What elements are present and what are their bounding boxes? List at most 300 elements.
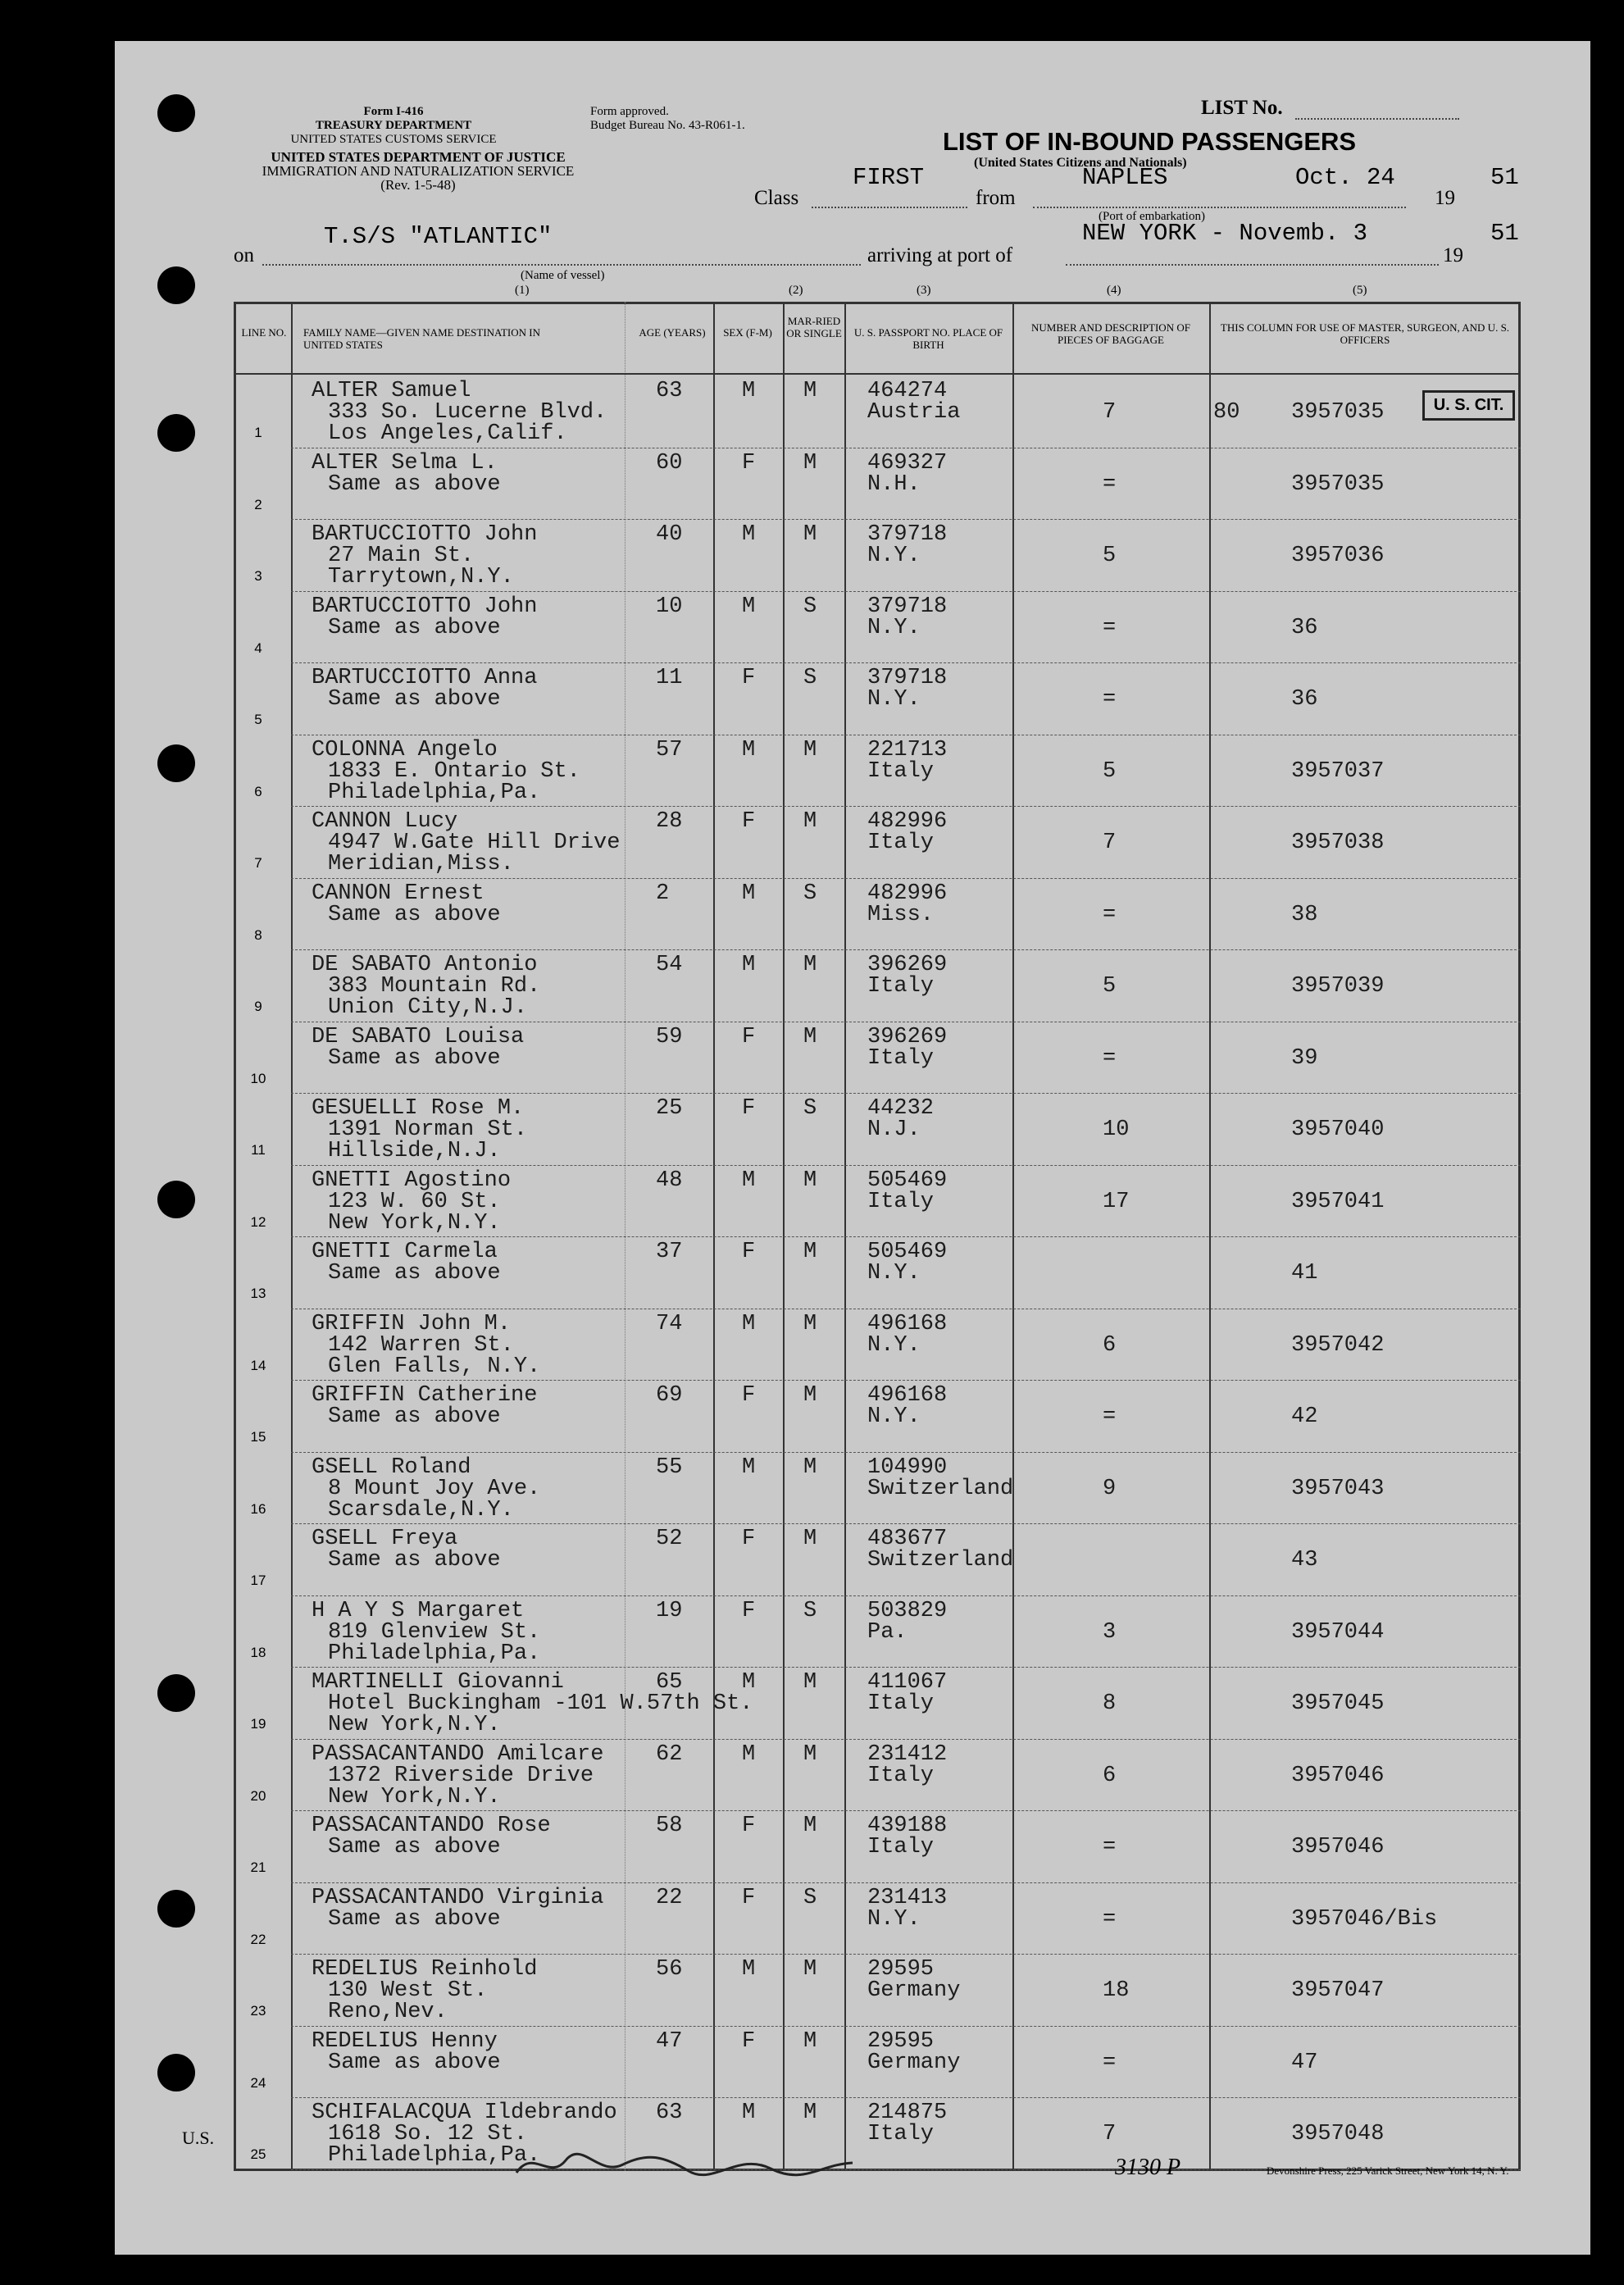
sex-value: M	[742, 953, 756, 977]
passport-number: 505469	[867, 1168, 948, 1193]
sex-value: M	[742, 2101, 756, 2125]
place-of-birth: N.Y.	[867, 1906, 921, 1932]
address-line-1: 1618 So. 12 St.	[328, 2122, 528, 2146]
baggage-count: =	[1103, 902, 1117, 927]
age-value: 74	[656, 1311, 683, 1336]
marital-status: M	[803, 450, 817, 476]
baggage-count: 7	[1103, 400, 1117, 425]
list-no-label: LIST No.	[1201, 97, 1283, 119]
address-line-1: Same as above	[328, 2050, 501, 2075]
address-line-1: 1833 E. Ontario St.	[328, 758, 580, 784]
embark-year: 51	[1490, 164, 1519, 191]
sex-value: F	[742, 1096, 756, 1121]
baggage-count: =	[1103, 2050, 1117, 2075]
row-rule	[291, 949, 1521, 950]
port-embark-caption: (Port of embarkation)	[1099, 210, 1205, 223]
baggage-count: 5	[1103, 544, 1117, 568]
col-num-5: (5)	[1353, 284, 1367, 297]
officer-number: 36	[1291, 615, 1318, 640]
place-of-birth: N.J.	[867, 1117, 921, 1142]
punch-hole	[157, 94, 195, 132]
sex-value: F	[742, 1240, 756, 1264]
place-of-birth: Italy	[867, 758, 935, 784]
line-number: 15	[250, 1429, 266, 1445]
line-number: 8	[254, 926, 262, 943]
passenger-name: H A Y S Margaret	[312, 1598, 525, 1623]
place-of-birth: Italy	[867, 831, 935, 855]
address-line-2: Philadelphia,Pa.	[328, 1641, 541, 1666]
baggage-count: 7	[1103, 2122, 1117, 2146]
col-header-baggage: NUMBER AND DESCRIPTION OF PIECES OF BAGGAGE	[1031, 321, 1190, 346]
marital-status: M	[803, 1240, 817, 1264]
line-number: 18	[250, 1644, 266, 1660]
address-line-1: 142 Warren St.	[328, 1332, 514, 1358]
punch-hole	[157, 1674, 195, 1712]
arrival-line	[1066, 264, 1439, 266]
row-rule	[291, 2097, 1521, 2098]
passenger-name: DE SABATO Antonio	[312, 953, 538, 977]
place-of-birth: N.Y.	[867, 1332, 921, 1358]
line-number: 16	[250, 1500, 266, 1517]
baggage-count: 3	[1103, 1619, 1117, 1645]
marital-status: S	[803, 666, 817, 690]
address-line-1: Same as above	[328, 902, 501, 927]
place-of-birth: N.H.	[867, 471, 921, 497]
baggage-count: =	[1103, 615, 1117, 640]
baggage-count: 7	[1103, 831, 1117, 855]
line-number: 14	[250, 1357, 266, 1373]
officer-number: 38	[1291, 902, 1318, 927]
officer-number: 3957046/Bis	[1291, 1906, 1438, 1932]
address-line-1: Same as above	[328, 687, 501, 712]
passport-number: 379718	[867, 522, 948, 547]
age-value: 28	[656, 809, 683, 834]
place-of-birth: Pa.	[867, 1619, 908, 1645]
vessel-name: T.S/S "ATLANTIC"	[324, 223, 553, 250]
passport-number: 469327	[867, 450, 948, 476]
baggage-count: 9	[1103, 1476, 1117, 1501]
baggage-count: 5	[1103, 974, 1117, 999]
marital-status: M	[803, 1741, 817, 1767]
passport-number: 503829	[867, 1598, 948, 1623]
address-line-1: Same as above	[328, 1548, 501, 1573]
line-number: 22	[250, 1931, 266, 1947]
baggage-count: 10	[1103, 1117, 1130, 1142]
place-of-birth: Germany	[867, 2050, 961, 2075]
marital-status: S	[803, 1096, 817, 1121]
age-value: 54	[656, 953, 683, 977]
marital-status: M	[803, 522, 817, 547]
officer-number: 36	[1291, 687, 1318, 712]
sex-value: M	[742, 1741, 756, 1767]
passenger-name: GSELL Freya	[312, 1527, 458, 1551]
row-rule	[291, 1810, 1521, 1811]
passenger-name: CANNON Lucy	[312, 809, 458, 834]
passport-number: 29595	[867, 1957, 935, 1982]
officer-number: 3957046	[1291, 1835, 1385, 1859]
age-value: 58	[656, 1814, 683, 1838]
passport-number: 496168	[867, 1311, 948, 1336]
arriving-label: arriving at port of	[867, 244, 1013, 266]
col-header-sex: SEX (F-M)	[723, 326, 772, 339]
row-rule	[291, 1954, 1521, 1955]
officer-number: 3957042	[1291, 1332, 1385, 1358]
age-value: 52	[656, 1527, 683, 1551]
row-rule	[291, 662, 1521, 663]
age-value: 59	[656, 1024, 683, 1049]
passport-number: 464274	[867, 379, 948, 403]
baggage-count: =	[1103, 1835, 1117, 1859]
age-value: 40	[656, 522, 683, 547]
baggage-count: 18	[1103, 1978, 1130, 2003]
age-value: 11	[656, 666, 683, 690]
sex-value: F	[742, 1024, 756, 1049]
page-subtitle: (United States Citizens and Nationals)	[974, 156, 1187, 170]
address-line-2: Philadelphia,Pa.	[328, 780, 541, 805]
marital-status: S	[803, 1885, 817, 1910]
marital-status: M	[803, 1527, 817, 1551]
line-number: 13	[250, 1286, 266, 1301]
row-rule	[291, 591, 1521, 592]
passport-number: 379718	[867, 594, 948, 619]
margin-note: U.S.	[182, 2128, 215, 2148]
class-label: Class	[754, 187, 799, 209]
sex-value: M	[742, 1311, 756, 1336]
sex-value: F	[742, 450, 756, 476]
address-line-2: Glen Falls, N.Y.	[328, 1354, 541, 1379]
age-value: 10	[656, 594, 683, 619]
officer-number: 3957038	[1291, 831, 1385, 855]
address-line-2: New York,N.Y.	[328, 1210, 501, 1236]
age-value: 63	[656, 379, 683, 403]
line-number: 6	[254, 783, 262, 799]
passenger-name: DE SABATO Louisa	[312, 1024, 525, 1049]
marital-status: M	[803, 1168, 817, 1193]
address-line-2: Scarsdale,N.Y.	[328, 1497, 514, 1523]
passport-number: 411067	[867, 1670, 948, 1695]
on-label: on	[234, 244, 254, 266]
col-header-line: LINE NO.	[241, 326, 287, 339]
place-of-birth: Italy	[867, 1691, 935, 1716]
passport-number: 396269	[867, 953, 948, 977]
marital-status: M	[803, 1670, 817, 1695]
marital-status: M	[803, 1311, 817, 1336]
line-number: 5	[254, 712, 262, 727]
row-rule	[291, 1165, 1521, 1166]
age-value: 19	[656, 1598, 683, 1623]
officer-number: 47	[1291, 2050, 1318, 2075]
punch-hole	[157, 266, 195, 304]
passenger-name: BARTUCCIOTTO John	[312, 594, 538, 619]
place-of-birth: Italy	[867, 974, 935, 999]
row-rule	[291, 878, 1521, 879]
address-line-1: Same as above	[328, 1261, 501, 1286]
col-header-name: FAMILY NAME—GIVEN NAME DESTINATION IN UNITED STATES	[303, 326, 541, 351]
age-value: 48	[656, 1168, 683, 1193]
address-line-2: New York,N.Y.	[328, 1784, 501, 1809]
passport-number: 221713	[867, 737, 948, 762]
age-value: 69	[656, 1383, 683, 1408]
handwritten-note: 3130 P	[1115, 2155, 1181, 2180]
ins-service: IMMIGRATION AND NATURALIZATION SERVICE	[262, 163, 575, 179]
col-header-age: AGE (YEARS)	[639, 326, 706, 339]
place-of-birth: N.Y.	[867, 615, 921, 640]
passenger-name: PASSACANTANDO Rose	[312, 1814, 551, 1838]
place-of-birth: Germany	[867, 1978, 961, 2003]
marital-status: M	[803, 737, 817, 762]
address-line-2: New York,N.Y.	[328, 1713, 501, 1737]
officer-number: 3957040	[1291, 1117, 1385, 1142]
class-line	[812, 207, 967, 208]
line-number: 20	[250, 1787, 266, 1804]
passenger-name: GNETTI Carmela	[312, 1240, 498, 1264]
passport-number: 104990	[867, 1454, 948, 1480]
address-line-1: 383 Mountain Rd.	[328, 974, 541, 999]
sex-value: F	[742, 666, 756, 690]
place-of-birth: N.Y.	[867, 544, 921, 568]
address-line-1: 27 Main St.	[328, 544, 475, 568]
row-rule	[291, 519, 1521, 520]
marital-status: M	[803, 1024, 817, 1049]
officer-number: 3957036	[1291, 544, 1385, 568]
address-line-1: 4947 W.Gate Hill Drive	[328, 831, 621, 855]
embark-date: Oct. 24	[1295, 164, 1395, 191]
officer-number: 3957044	[1291, 1619, 1385, 1645]
passenger-name: MARTINELLI Giovanni	[312, 1670, 564, 1695]
baggage-count: 5	[1103, 758, 1117, 784]
printer-credit: Devonshire Press, 225 Varick Street, New York 14, N. Y.	[1267, 2164, 1509, 2177]
passport-number: 231413	[867, 1885, 948, 1910]
marital-status: M	[803, 1957, 817, 1982]
baggage-count: =	[1103, 1404, 1117, 1429]
address-line-1: Same as above	[328, 1906, 501, 1932]
line-number: 21	[250, 1859, 266, 1875]
row-rule	[291, 1380, 1521, 1381]
place-of-birth: Switzerland	[867, 1548, 1014, 1573]
address-line-1: 333 So. Lucerne Blvd.	[328, 400, 607, 425]
punch-hole	[157, 744, 195, 782]
passport-number: 482996	[867, 809, 948, 834]
place-of-birth: Italy	[867, 1763, 935, 1788]
year-prefix: 19	[1443, 244, 1463, 266]
place-of-birth: Austria	[867, 400, 961, 425]
passenger-name: REDELIUS Reinhold	[312, 1957, 538, 1982]
from-label: from	[976, 187, 1016, 209]
age-value: 47	[656, 2028, 683, 2054]
passenger-name: BARTUCCIOTTO John	[312, 522, 538, 547]
revision: (Rev. 1-5-48)	[380, 177, 456, 193]
sex-value: F	[742, 1814, 756, 1838]
baggage-note: 80	[1213, 400, 1240, 425]
passenger-name: PASSACANTANDO Amilcare	[312, 1741, 604, 1767]
line-number: 7	[254, 855, 262, 871]
vessel-col-num: (1)	[515, 284, 530, 297]
col-header-married: MAR-RIED OR SINGLE	[786, 315, 842, 339]
officer-number: 42	[1291, 1404, 1318, 1429]
punch-hole	[157, 2054, 195, 2092]
passenger-name: GRIFFIN Catherine	[312, 1383, 538, 1408]
place-of-birth: N.Y.	[867, 687, 921, 712]
row-rule	[291, 1452, 1521, 1453]
passenger-name: GSELL Roland	[312, 1454, 471, 1480]
header-rule	[234, 373, 1521, 375]
baggage-count: 6	[1103, 1763, 1117, 1788]
address-line-1: 1391 Norman St.	[328, 1117, 528, 1142]
vessel-line	[262, 264, 861, 266]
col-num-4: (4)	[1107, 284, 1121, 297]
passport-number: 44232	[867, 1096, 935, 1121]
officer-number: 3957043	[1291, 1476, 1385, 1501]
marital-status: M	[803, 1814, 817, 1838]
place-of-birth: Miss.	[867, 902, 935, 927]
form-number: Form I-416	[363, 105, 424, 118]
address-line-1: Same as above	[328, 615, 501, 640]
address-line-2: Union City,N.J.	[328, 995, 528, 1020]
line-number: 2	[254, 496, 262, 512]
officer-number: 3957046	[1291, 1763, 1385, 1788]
row-rule	[291, 1595, 1521, 1596]
officer-number: 3957041	[1291, 1189, 1385, 1214]
passenger-name: GNETTI Agostino	[312, 1168, 512, 1193]
row-rule	[291, 1523, 1521, 1524]
class-value: FIRST	[853, 164, 925, 191]
passenger-name: BARTUCCIOTTO Anna	[312, 666, 538, 690]
baggage-count: 8	[1103, 1691, 1117, 1716]
treasury-dept: TREASURY DEPARTMENT	[315, 119, 472, 132]
sex-value: M	[742, 1454, 756, 1480]
passenger-name: CANNON Ernest	[312, 881, 484, 906]
sex-value: F	[742, 1527, 756, 1551]
line-number: 25	[250, 2146, 266, 2162]
line-number: 12	[250, 1213, 266, 1230]
age-value: 56	[656, 1957, 683, 1982]
address-line-2: Reno,Nev.	[328, 2000, 448, 2024]
address-line-1: 8 Mount Joy Ave.	[328, 1476, 541, 1501]
passport-number: 379718	[867, 666, 948, 690]
age-value: 37	[656, 1240, 683, 1264]
passport-number: 214875	[867, 2101, 948, 2125]
line-number: 11	[251, 1142, 266, 1158]
baggage-count: =	[1103, 471, 1117, 497]
sex-value: M	[742, 379, 756, 403]
approval-block	[590, 105, 836, 133]
punch-hole	[157, 1890, 195, 1928]
age-value: 65	[656, 1670, 683, 1695]
form-approved: Form approved.	[590, 105, 669, 118]
address-line-1: Same as above	[328, 1404, 501, 1429]
passport-number: 496168	[867, 1383, 948, 1408]
marital-status: S	[803, 594, 817, 619]
sex-value: M	[742, 1168, 756, 1193]
punch-hole	[157, 414, 195, 452]
line-number: 17	[250, 1573, 266, 1588]
from-line	[1033, 207, 1406, 208]
line-number: 10	[250, 1070, 266, 1086]
page-title: LIST OF IN-BOUND PASSENGERS	[943, 127, 1357, 156]
passenger-name: GESUELLI Rose M.	[312, 1096, 525, 1121]
vessel-caption: (Name of vessel)	[521, 269, 605, 282]
row-rule	[291, 1882, 1521, 1883]
place-of-birth: Switzerland	[867, 1476, 1014, 1501]
sex-value: M	[742, 737, 756, 762]
passport-number: 396269	[867, 1024, 948, 1049]
age-value: 2	[656, 881, 670, 906]
marital-status: M	[803, 809, 817, 834]
place-of-birth: Italy	[867, 2122, 935, 2146]
age-value: 22	[656, 1885, 683, 1910]
address-line-1: 819 Glenview St.	[328, 1619, 541, 1645]
place-of-birth: Italy	[867, 1189, 935, 1214]
age-value: 55	[656, 1454, 683, 1480]
sex-value: M	[742, 522, 756, 547]
address-line-1: 130 West St.	[328, 1978, 488, 2003]
passenger-name: SCHIFALACQUA Ildebrando	[312, 2101, 617, 2125]
from-value: NAPLES	[1082, 164, 1168, 191]
passenger-name: PASSACANTANDO Virginia	[312, 1885, 604, 1910]
line-number: 9	[254, 999, 262, 1014]
sex-value: F	[742, 809, 756, 834]
line-number: 19	[250, 1716, 266, 1732]
col-num-3: (3)	[917, 284, 931, 297]
officer-number: 3957037	[1291, 758, 1385, 784]
passenger-name: COLONNA Angelo	[312, 737, 498, 762]
customs-service: UNITED STATES CUSTOMS SERVICE	[290, 133, 497, 146]
passport-number: 482996	[867, 881, 948, 906]
age-value: 57	[656, 737, 683, 762]
officer-number: 3957047	[1291, 1978, 1385, 2003]
passport-number: 439188	[867, 1814, 948, 1838]
sex-value: F	[742, 1885, 756, 1910]
age-value: 63	[656, 2101, 683, 2125]
officer-number: 3957035	[1291, 471, 1385, 497]
col-header-officers: THIS COLUMN FOR USE OF MASTER, SURGEON, AND U. S. OFFICERS	[1220, 321, 1510, 346]
marital-status: M	[803, 953, 817, 977]
baggage-count: 17	[1103, 1189, 1130, 1214]
marital-status: S	[803, 1598, 817, 1623]
address-line-2: Philadelphia,Pa.	[328, 2143, 541, 2168]
address-line-1: Same as above	[328, 1045, 501, 1071]
row-rule	[291, 1739, 1521, 1740]
form-block	[238, 105, 549, 147]
passenger-name: REDELIUS Henny	[312, 2028, 498, 2054]
baggage-count: 6	[1103, 1332, 1117, 1358]
sex-value: M	[742, 1957, 756, 1982]
place-of-birth: Italy	[867, 1045, 935, 1071]
officer-number: 41	[1291, 1261, 1318, 1286]
year-prefix: 19	[1435, 187, 1455, 209]
address-line-1: Same as above	[328, 1835, 501, 1859]
sex-value: M	[742, 881, 756, 906]
marital-status: S	[803, 881, 817, 906]
list-no-line	[1295, 118, 1459, 120]
address-line-2: Los Angeles,Calif.	[328, 421, 567, 446]
punch-hole	[157, 1181, 195, 1218]
age-value: 25	[656, 1096, 683, 1121]
passenger-name: GRIFFIN John M.	[312, 1311, 512, 1336]
officer-number: 3957039	[1291, 974, 1385, 999]
row-rule	[291, 806, 1521, 807]
address-line-1: 1372 Riverside Drive	[328, 1763, 594, 1788]
passenger-name: ALTER Selma L.	[312, 450, 498, 476]
officer-number: 3957035	[1291, 400, 1385, 425]
sex-value: F	[742, 2028, 756, 2054]
handwritten-signature	[508, 2140, 902, 2189]
line-number: 3	[254, 568, 262, 584]
passport-number: 29595	[867, 2028, 935, 2054]
line-number: 23	[250, 2003, 266, 2019]
age-value: 62	[656, 1741, 683, 1767]
col-num-2: (2)	[789, 284, 803, 297]
